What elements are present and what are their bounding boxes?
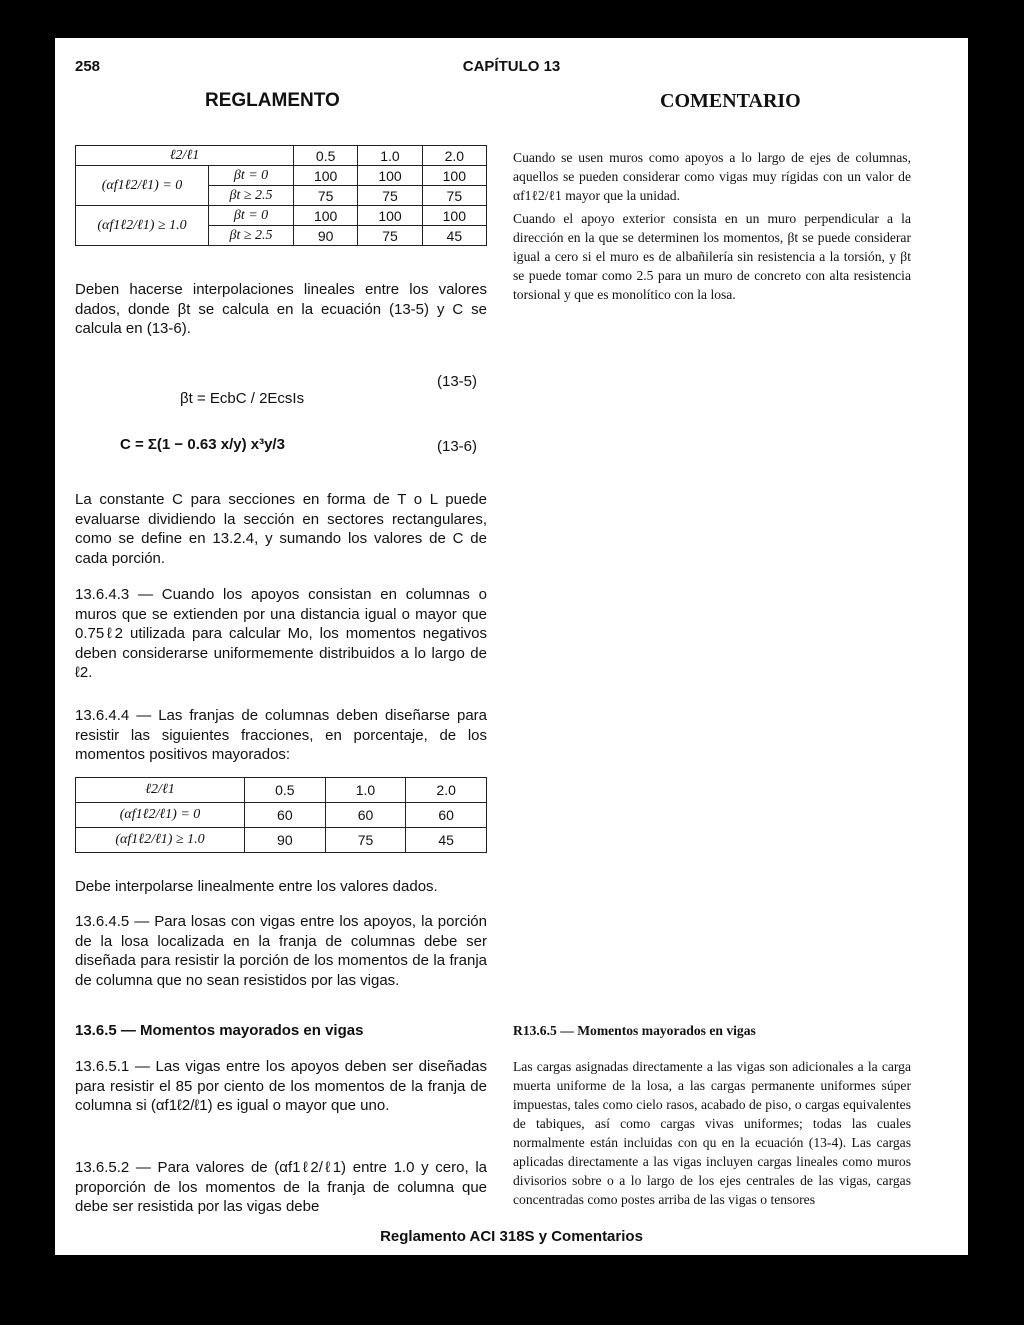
- equation-13-6: C = Σ(1 − 0.63 x/y) x³y/3: [120, 436, 285, 453]
- group-cell: (αf1ℓ2/ℓ1) = 0: [76, 166, 209, 206]
- table-header-row: [76, 778, 487, 803]
- section-13-6-5-1: 13.6.5.1 — Las vigas entre los apoyos deben ser diseñadas para resistir el 85 por ciento de los momentos de la franja de columna si (αf1ℓ2/ℓ1) es igual o mayor que uno.: [75, 1058, 487, 1114]
- section-13-6-4-4: 13.6.4.4 — Las franjas de columnas deben diseñarse para resistir las siguientes fracciones, en porcentaje, de los momentos positivos mayorados:: [75, 707, 487, 763]
- cond-cell: βt ≥ 2.5: [209, 186, 294, 206]
- header-cell: 0.5: [245, 778, 326, 803]
- label-cell: (αf1ℓ2/ℓ1) = 0: [76, 803, 245, 828]
- value-cell: 100: [294, 166, 358, 186]
- left-heading: REGLAMENTO: [205, 90, 340, 111]
- paragraph: Debe interpolarse linealmente entre los valores dados.: [75, 878, 438, 895]
- commentary-paragraph: Cuando el apoyo exterior consista en un muro perpendicular a la dirección en la que se determinen los momentos, βt se puede considerar igual a cero si el muro es de albañilería sin resistencia a la torsión, y βt se puede tomar como 2.5 para un muro de concreto con alta resistencia torsional y que es monolítico con la losa.: [513, 211, 911, 302]
- header-cell: 2.0: [422, 146, 486, 166]
- section-heading: 13.6.5 — Momentos mayorados en vigas: [75, 1022, 364, 1039]
- value-cell: 90: [294, 226, 358, 246]
- header-cell: ℓ2/ℓ1: [76, 146, 294, 166]
- commentary-heading: R13.6.5 — Momentos mayorados en vigas: [513, 1023, 756, 1038]
- cond-cell: βt = 0: [209, 166, 294, 186]
- cond-cell: βt = 0: [209, 206, 294, 226]
- commentary-paragraph: Cuando se usen muros como apoyos a lo largo de ejes de columnas, aquellos se pueden considerar como vigas muy rígidas con un valor de αf1ℓ2/ℓ1 mayor que la unidad.: [513, 150, 911, 203]
- value-cell: 100: [294, 206, 358, 226]
- header-cell: ℓ2/ℓ1: [76, 778, 245, 803]
- value-cell: 75: [422, 186, 486, 206]
- value-cell: 100: [422, 206, 486, 226]
- value-cell: 90: [245, 828, 326, 853]
- value-cell: 60: [245, 803, 326, 828]
- value-cell: 100: [422, 166, 486, 186]
- table-row: [76, 803, 487, 828]
- commentary-paragraph: Las cargas asignadas directamente a las vigas son adicionales a la carga muerta uniforme de la losa, a las cargas permanente uniformes súper impuestas, tales como cielo rasos, acabado de piso, o cargas equivalentes de tabiques, así como cargas vivas uniformes; todas las cuales normalmente están incluidas con qu en la ecuación (13-4). Las cargas aplicadas directamente a las vigas incluyen cargas lineales como muros divisorios sobre o a lo largo de los ejes centrales de las vigas, cargas concentradas como postes arriba de las vigas o tensores: [513, 1059, 911, 1207]
- equation-number: (13-6): [437, 438, 478, 455]
- table-row: [76, 206, 487, 226]
- header-cell: 0.5: [294, 146, 358, 166]
- table-row: [76, 828, 487, 853]
- header-cell: 1.0: [325, 778, 406, 803]
- value-cell: 75: [358, 226, 422, 246]
- chapter-title: CAPÍTULO 13: [462, 58, 561, 75]
- value-cell: 75: [325, 828, 406, 853]
- section-13-6-4-3: 13.6.4.3 — Cuando los apoyos consistan en columnas o muros que se extienden por una distancia igual o mayor que 0.75ℓ2 utilizada para calcular Mo, los momentos negativos deben considerarse uniformemente distribuidos a lo largo de ℓ2.: [75, 586, 487, 681]
- table-row: [76, 166, 487, 186]
- value-cell: 60: [406, 803, 487, 828]
- table-header-row: [76, 146, 487, 166]
- document-page: [55, 38, 968, 1255]
- cond-cell: βt ≥ 2.5: [209, 226, 294, 246]
- label-cell: (αf1ℓ2/ℓ1) ≥ 1.0: [76, 828, 245, 853]
- value-cell: 100: [358, 166, 422, 186]
- value-cell: 45: [422, 226, 486, 246]
- value-cell: 75: [294, 186, 358, 206]
- value-cell: 75: [358, 186, 422, 206]
- left-column: [75, 145, 487, 246]
- header-cell: 2.0: [406, 778, 487, 803]
- value-cell: 60: [325, 803, 406, 828]
- value-cell: 100: [358, 206, 422, 226]
- group-cell: (αf1ℓ2/ℓ1) ≥ 1.0: [76, 206, 209, 246]
- header-cell: 1.0: [358, 146, 422, 166]
- equation-13-5: βt = EcbC / 2EcsIs: [180, 390, 305, 407]
- equation-number: (13-5): [437, 373, 478, 390]
- table-column-strip-positive: [75, 777, 487, 853]
- page-number: 258: [75, 58, 101, 75]
- right-heading: COMENTARIO: [660, 90, 801, 112]
- paragraph: La constante C para secciones en forma de T o L puede evaluarse dividiendo la sección en sectores rectangulares, como se define en 13.2.4, y sumando los valores de C de cada porción.: [75, 491, 487, 567]
- value-cell: 45: [406, 828, 487, 853]
- section-13-6-4-5: 13.6.4.5 — Para losas con vigas entre los apoyos, la porción de la losa localizada en la franja de columnas debe ser diseñada para resistir la porción de los momentos de la franja de columna que no sean resistidos por las vigas.: [75, 913, 487, 989]
- paragraph: Deben hacerse interpolaciones lineales entre los valores dados, donde βt se calcula en la ecuación (13-5) y C se calcula en (13-6).: [75, 281, 487, 337]
- section-13-6-5-2: 13.6.5.2 — Para valores de (αf1ℓ2/ℓ1) entre 1.0 y cero, la proporción de los momentos de la franja de columna que debe ser resistida por las vigas debe: [75, 1159, 487, 1215]
- table-column-strip-exterior: [75, 145, 487, 246]
- page-footer: Reglamento ACI 318S y Comentarios: [380, 1228, 643, 1245]
